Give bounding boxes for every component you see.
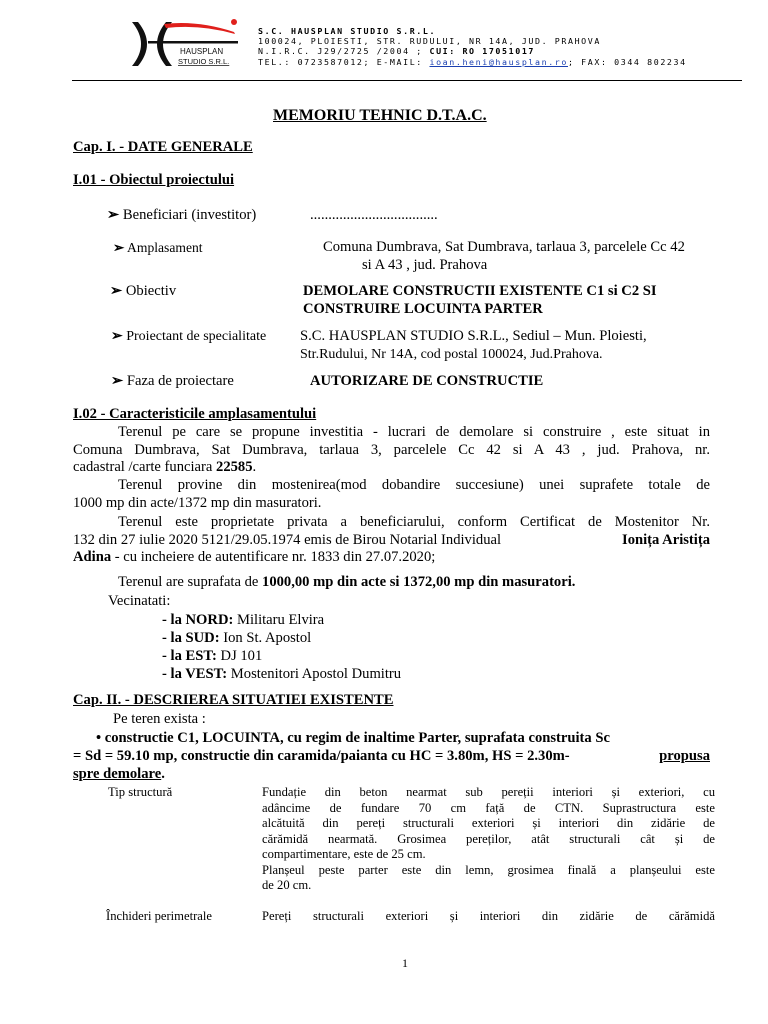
page-number: 1 [402,956,408,970]
paragraph-2-line-2: 1000 mp din acte/1372 mp din masuratori. [73,495,322,511]
logo-text-line-2: STUDIO S.R.L. [178,57,230,66]
proiectant-label: Proiectant de specialitate [126,329,267,344]
notar-name-cont: Adina [73,549,112,565]
document-title: MEMORIU TEHNIC D.T.A.C. [273,107,487,124]
vecin-nord-label: - la NORD: [162,612,234,628]
paragraph-3-line-1: Terenul este proprietate privata a beneficiarului, conform Certificat de Mostenitor Nr. [118,514,710,530]
c1-description-line-1: constructie C1, LOCUINTA, cu regim de inaltime Parter, suprafata construita Sc [104,730,610,746]
vecinatati-label: Vecinatati: [108,593,171,609]
obiectiv-label: Obiectiv [125,283,177,299]
tip-structura-description [262,785,715,894]
vecin-sud [162,630,311,647]
suprafata-label: Terenul are suprafata de [118,574,263,590]
logo-accent-swoosh [164,23,235,34]
header-address: 100024, PLOIESTI, STR. RUDULUI, NR 14A, JUD. PRAHOVA [258,36,601,46]
paragraph-3-line-2 [73,532,710,549]
amplasament-row [113,239,203,256]
header-contact [258,57,687,67]
tip-structura-line: Planșeul peste parter este din lemn, grosimea finală a planșeului este [262,862,715,877]
beneficiari-row [107,207,256,224]
suprafata-value: 1000,00 mp din acte si 1372,00 mp din masuratori. [262,574,576,590]
arrow-bullet-icon: ➢ [110,283,123,299]
vecin-nord [162,612,324,629]
paragraph-1-line-3 [73,459,256,476]
cadastral-number: 22585 [216,459,253,475]
paragraph-2-line-1: Terenul provine din mostenirea(mod dobandire succesiune) unei suprafete totale de [118,477,710,493]
paragraph-1-line-1: Terenul pe care se propune investitia - lucrari de demolare si construire , este situat in [118,424,710,440]
amplasament-value-line-2: si A 43 , jud. Prahova [362,257,488,273]
tip-structura-line: compartimentare, este de 25 cm. [262,847,426,861]
vecin-vest [162,666,401,683]
proiectant-value-line-1: S.C. HAUSPLAN STUDIO S.R.L., Sediul – Mun. Ploiesti, [300,328,647,344]
tip-structura-line: de 20 cm. [262,878,312,892]
tip-structura-label: Tip structură [108,785,173,799]
c1-period: . [161,766,165,782]
faza-row [111,373,234,390]
section-102-title: I.02 - Caracteristicile amplasamentului [73,406,317,422]
proiectant-value-line-2: Str.Rudului, Nr 14A, cod postal 100024, Jud.Prahova. [300,347,603,362]
tip-structura-line: Fundație din beton nearmat sub pereții interiori și exteriori, cu [262,785,715,799]
header-tel: TEL.: 0723587012; E-MAIL: [258,57,430,67]
c1-description-line-2: = Sd = 59.10 mp, constructie din caramida/paianta cu HC = 3.80m, HS = 2.30m- [73,748,570,764]
obiectiv-row [110,283,176,300]
logo-accent-dot [231,19,237,25]
cadastral-label: cadastral /carte funciara [73,459,217,475]
header-company-name: S.C. HAUSPLAN STUDIO S.R.L. [258,26,437,36]
paragraph-3-line-3 [73,549,435,566]
faza-value: AUTORIZARE DE CONSTRUCTIE [310,373,544,389]
vecin-sud-label: - la SUD: [162,630,220,646]
obiectiv-value-line-1: DEMOLARE CONSTRUCTII EXISTENTE C1 si C2 SI [303,283,657,299]
tip-structura-line: cărămidă nearmată. Grosimea pereților, atât structurali cât și de [262,831,715,846]
arrow-bullet-icon: ➢ [111,329,123,344]
vecin-est [162,648,262,665]
vecin-est-value: DJ 101 [216,648,263,664]
chapter-2-intro: Pe teren exista : [113,711,206,727]
arrow-bullet-icon: ➢ [111,373,124,389]
chapter-2-title: Cap. II. - DESCRIEREA SITUATIEI EXISTENTE [73,692,394,708]
header-cui: CUI: RO 17051017 [429,46,536,56]
company-logo [128,14,240,74]
c1-spre-demolare: spre demolare [73,766,162,782]
inchideri-description: Pereți structurali exteriori și interiori din zidărie de cărămidă [262,909,715,923]
paragraph-1-line-2: Comuna Dumbrava, Sat Dumbrava, tarlaua 3, parcelele Cc 42 si A 43 , jud. Prahova, nr. [73,442,710,458]
vecin-sud-value: Ion St. Apostol [219,630,312,646]
incheiere-text: - cu incheiere de autentificare nr. 1833 din 27.07.2020; [111,549,436,565]
c1-propusa: propusa [659,748,710,764]
logo-right-curve [157,22,172,66]
beneficiari-value: ................................... [310,207,438,223]
arrow-bullet-icon: ➢ [107,207,120,223]
amplasament-label: Amplasament [127,240,203,255]
beneficiari-label: Beneficiari (investitor) [122,207,257,223]
header-rule [72,80,742,81]
header-fax: ; FAX: 0344 802234 [567,57,687,67]
vecin-nord-value: Militaru Elvira [233,612,325,628]
logo-bar [148,41,238,44]
bullet-dot-icon: • [96,730,102,746]
vecin-vest-label: - la VEST: [162,666,228,682]
obiectiv-value-line-2: CONSTRUIRE LOCUINTA PARTER [303,301,543,317]
header-nrc: N.I.R.C. J29/2725 /2004 ; [258,46,430,56]
amplasament-value-line-1: Comuna Dumbrava, Sat Dumbrava, tarlaua 3, parcelele Cc 42 [323,239,685,255]
faza-label: Faza de proiectare [126,373,234,389]
arrow-bullet-icon: ➢ [113,240,125,255]
tip-structura-line: alcătuită din pereți structurali exteriori și interiori din zidărie de [262,816,715,830]
c1-bullet-line-1 [96,730,610,747]
section-101-title: I.01 - Obiectul proiectului [73,172,235,188]
notar-name: Ionița Aristița [622,532,710,548]
header-registration [258,46,535,56]
cadastral-period: . [252,459,257,475]
vecin-vest-value: Mostenitori Apostol Dumitru [227,666,402,682]
header-email-link[interactable]: ioan.heni@hausplan.ro [429,57,568,67]
c1-bullet-line-3 [73,766,165,783]
certificat-text: 132 din 27 iulie 2020 5121/29.05.1974 emis de Birou Notarial Individual [73,532,502,548]
vecin-est-label: - la EST: [162,648,217,664]
logo-text-line-1: HAUSPLAN [180,47,224,56]
proiectant-row [111,328,266,345]
chapter-1-title: Cap. I. - DATE GENERALE [73,139,253,155]
logo-left-curve [132,22,147,66]
suprafata-line [118,574,575,591]
tip-structura-line: adâncime de fundare 70 cm față de CTN. Suprastructura este [262,800,715,815]
c1-bullet-line-2 [73,748,710,765]
inchideri-label: Închideri perimetrale [106,909,212,923]
